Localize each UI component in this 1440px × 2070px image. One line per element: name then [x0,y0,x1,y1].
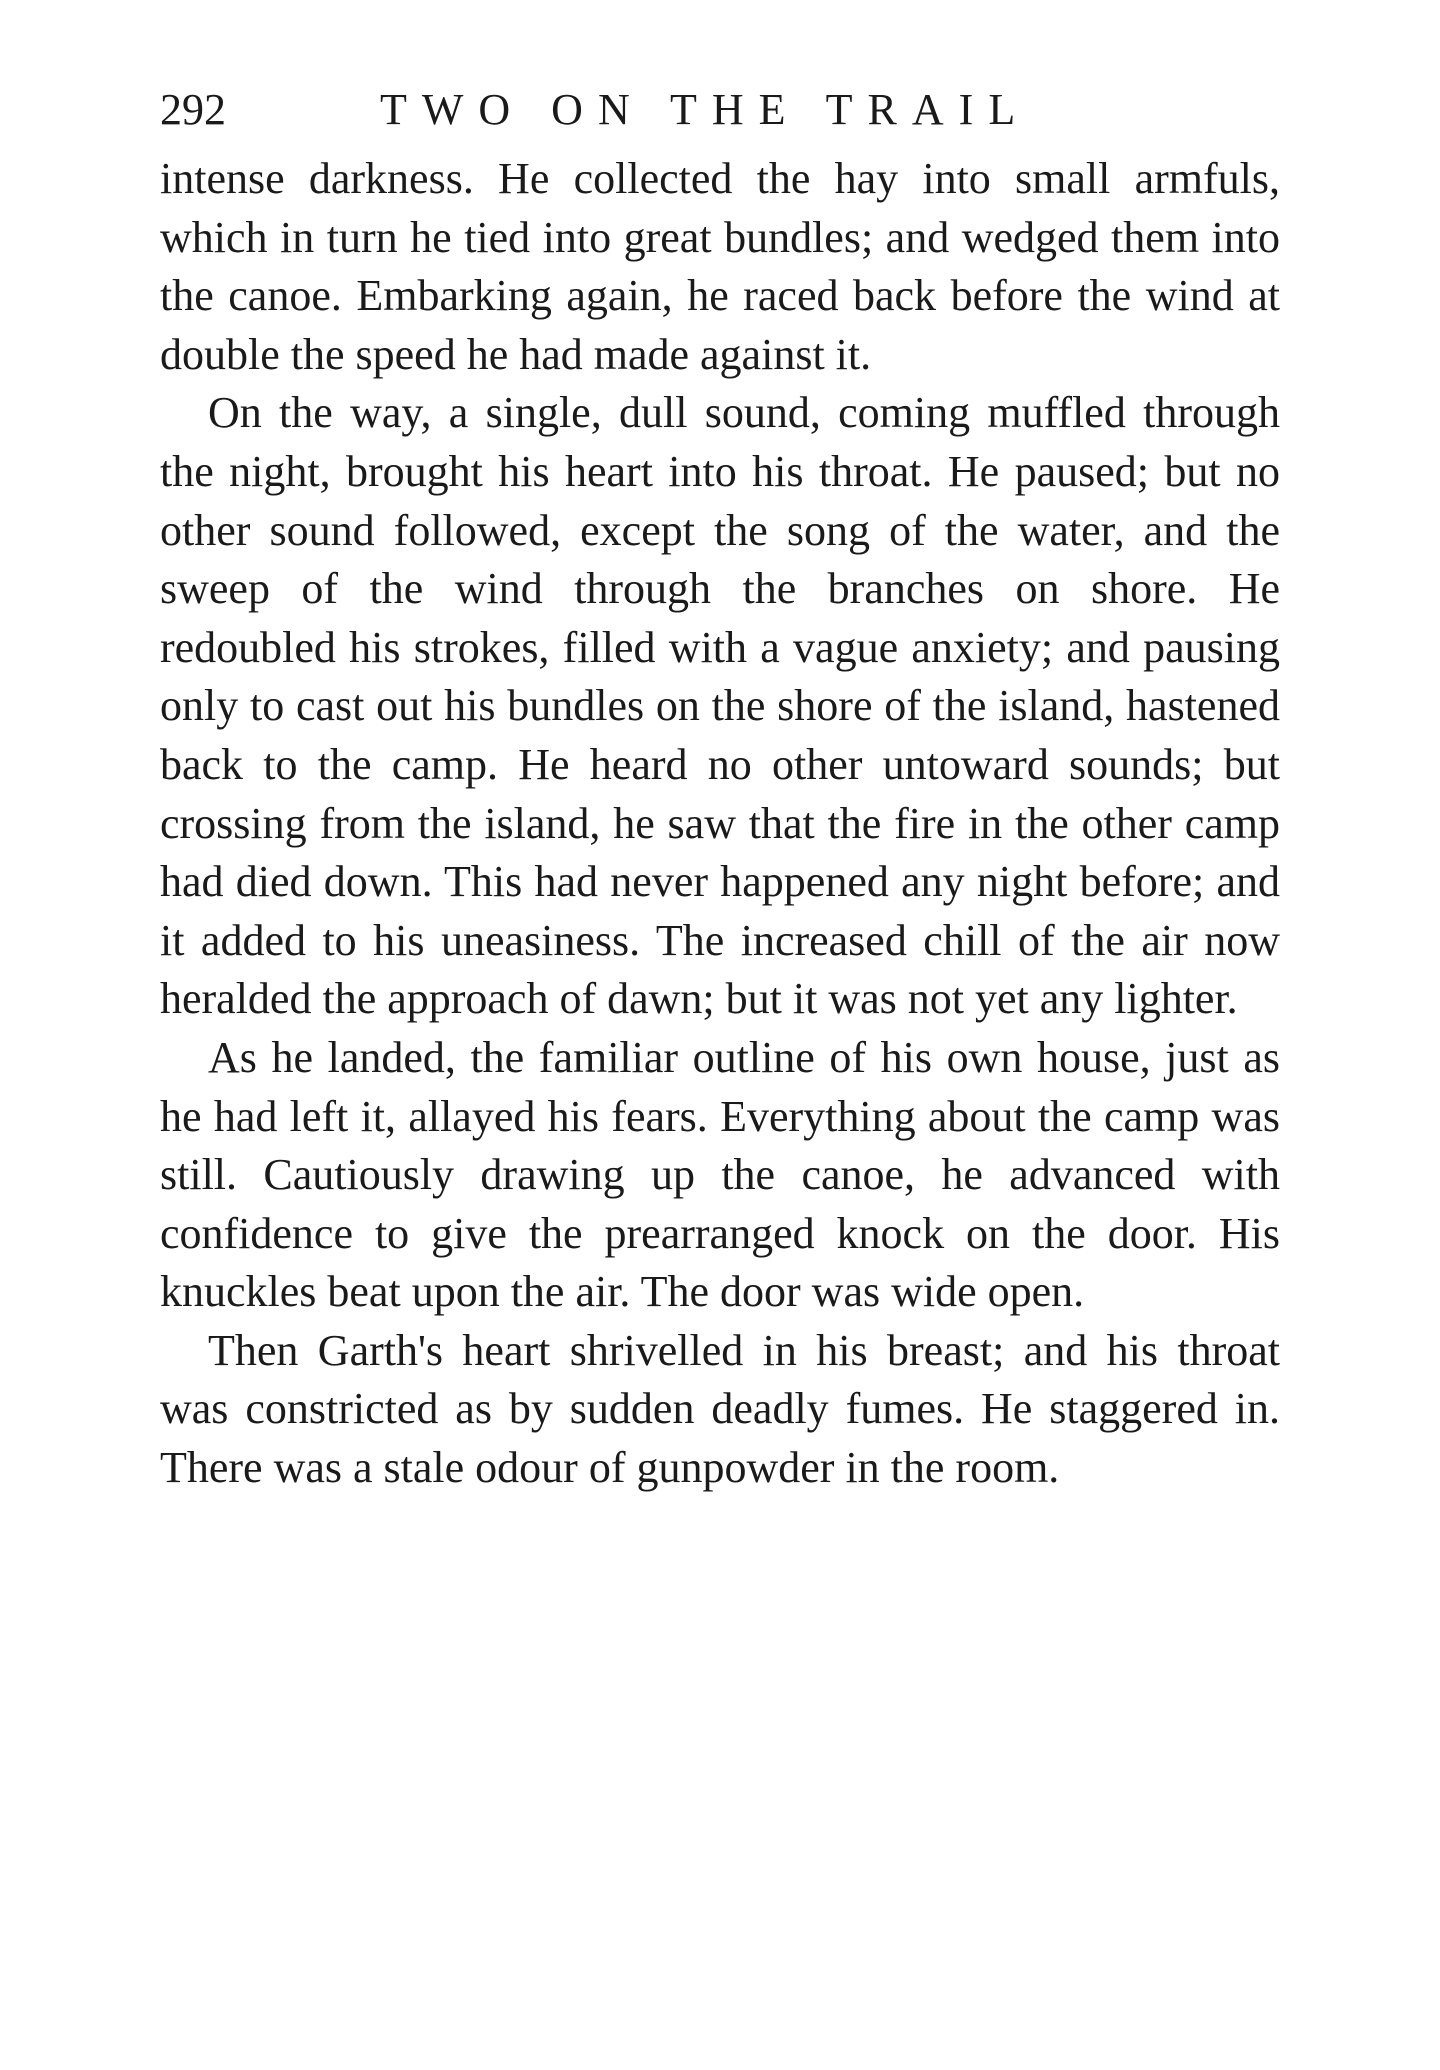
book-page [160,80,1280,1498]
running-head [160,80,1280,140]
paragraph-3: As he landed, the familiar outline of his own house, just as he had left it, allayed his fears. Everything about the camp was still. Cautiously drawing up the canoe, he advanced with confidence to give the prearranged knock on the door. His knuckles beat upon the air. The door was wide open. [160,1032,1280,1317]
page-number: 292 [160,85,226,134]
book-title: TWO ON THE TRAIL [380,85,1031,134]
paragraph-2: On the way, a single, dull sound, coming muffled through the night, brought his heart into his throat. He paused; but no other sound followed, except the song of the water, and the sweep of the wind through the branches on shore. He redoubled his strokes, filled with a vague anxiety; and pausing only to cast out his bundles on the shore of the island, hastened back to the camp. He heard no other untoward sounds; but crossing from the island, he saw that the fire in the other camp had died down. This had never happened any night before; and it added to his uneasiness. The increased chill of the air now heralded the approach of dawn; but it was not yet any lighter. [160,388,1280,1024]
paragraph-4: Then Garth's heart shrivelled in his breast; and his throat was constricted as by sudden deadly fumes. He staggered in. There was a stale odour of gunpowder in the room. [160,1325,1280,1493]
body-text [160,150,1280,1498]
paragraph-1: intense darkness. He collected the hay into small armfuls, which in turn he tied into great bundles; and wedged them into the canoe. Embarking again, he raced back before the wind at double the speed he had made against it. [160,154,1280,379]
